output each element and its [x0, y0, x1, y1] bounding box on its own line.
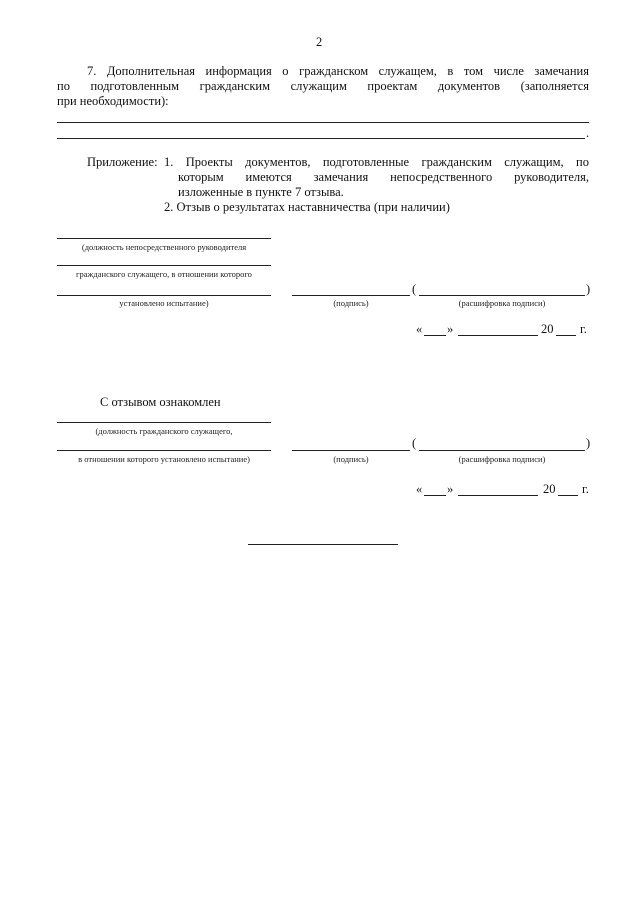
date-month-line-1	[458, 335, 538, 336]
decoding-open-paren-1: (	[412, 282, 417, 296]
decoding-line-1	[419, 295, 585, 296]
ack-date-year-prefix: 20	[543, 482, 556, 496]
ack-signature-caption: (подпись)	[333, 454, 369, 464]
fill-line-1	[57, 122, 589, 123]
date-year-prefix-1: 20	[541, 322, 554, 336]
position-caption-line1: (должность непосредственного руководителя	[81, 242, 247, 252]
ack-position-line-2	[57, 450, 271, 451]
date-day-line-1	[424, 335, 446, 336]
ack-date-month-line	[458, 495, 538, 496]
fill-line-2	[57, 138, 585, 139]
ack-date-year-suffix: г.	[582, 482, 589, 496]
ack-decoding-open-paren: (	[412, 436, 417, 450]
date-open-quote-1: «	[416, 322, 423, 336]
date-year-line-1	[556, 335, 576, 336]
ack-position-caption-line2: в отношении которого установлено испытание)	[78, 454, 250, 464]
section7-line2: по подготовленным гражданским служащим проектам документов (заполняется	[57, 79, 589, 93]
ack-decoding-line	[419, 450, 585, 451]
ack-date-open-quote: «	[416, 482, 423, 496]
position-caption-line2: гражданского служащего, в отношении которого	[76, 269, 252, 279]
section7-line3: при необходимости):	[57, 94, 169, 108]
appendix-label: Приложение:	[87, 155, 158, 169]
ack-position-caption-line1: (должность гражданского служащего,	[95, 426, 233, 436]
date-close-quote-1: »	[447, 322, 454, 336]
date-year-suffix-1: г.	[580, 322, 587, 336]
appendix-item1-line3: изложенные в пункте 7 отзыва.	[178, 185, 344, 199]
appendix-item1-line2: которым имеются замечания непосредственного руководителя,	[178, 170, 589, 184]
section7-line1: 7. Дополнительная информация о гражданском служащем, в том числе замечания	[87, 64, 589, 78]
page-number: 2	[316, 35, 323, 49]
position-line-3	[57, 295, 271, 296]
signature-line-1	[292, 295, 410, 296]
ack-date-close-quote: »	[447, 482, 454, 496]
position-line-2	[57, 265, 271, 266]
ack-decoding-close-paren: )	[586, 436, 591, 450]
position-line-1	[57, 238, 271, 239]
decoding-caption-1: (расшифровка подписи)	[458, 298, 546, 308]
acknowledgement-title: С отзывом ознакомлен	[100, 395, 221, 409]
signature-caption-1: (подпись)	[333, 298, 369, 308]
decoding-close-paren-1: )	[586, 282, 591, 296]
ack-date-day-line	[424, 495, 446, 496]
ack-date-year-line	[558, 495, 578, 496]
closing-separator	[248, 544, 398, 545]
appendix-item2: 2. Отзыв о результатах наставничества (при наличии)	[164, 200, 450, 214]
appendix-item1-line1: 1. Проекты документов, подготовленные гражданским служащим, по	[164, 155, 589, 169]
position-caption-line3: установлено испытание)	[119, 298, 209, 308]
ack-signature-line	[292, 450, 410, 451]
ack-decoding-caption: (расшифровка подписи)	[458, 454, 546, 464]
fill-line-end-dot: .	[586, 126, 590, 140]
ack-position-line-1	[57, 422, 271, 423]
